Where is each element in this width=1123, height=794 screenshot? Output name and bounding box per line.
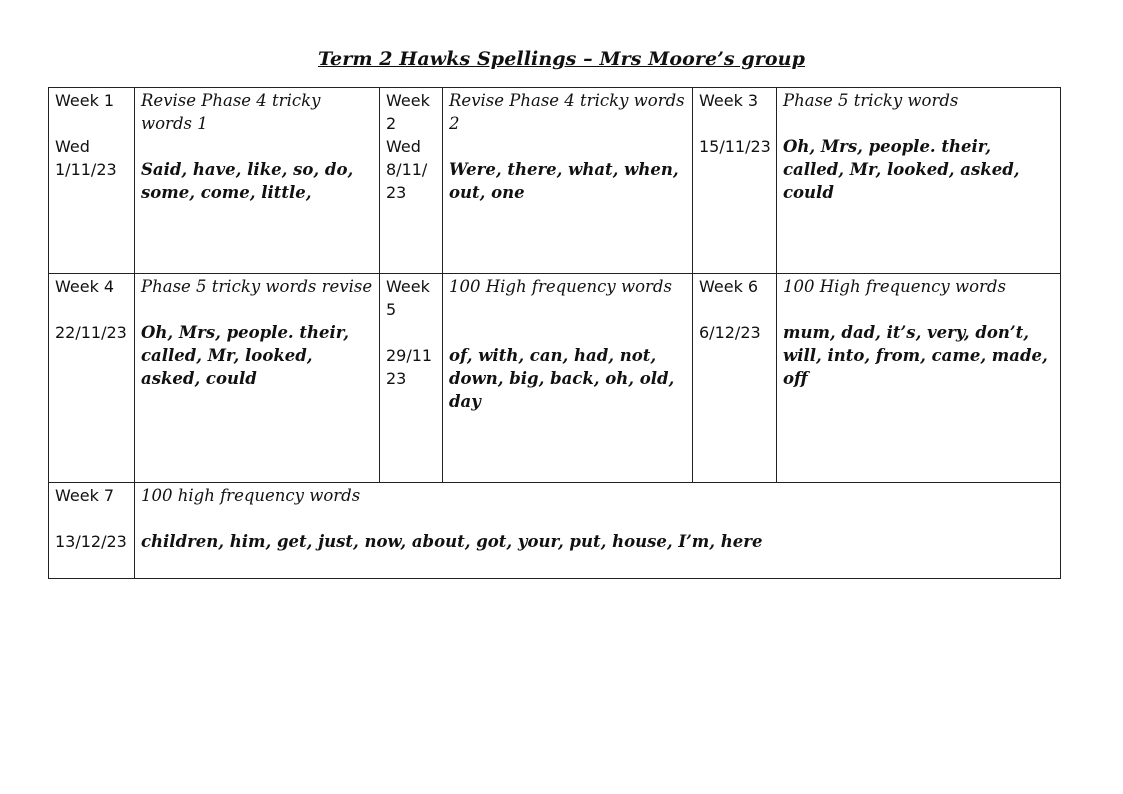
- week-number: 5: [386, 300, 397, 319]
- spellings-table: [48, 87, 1061, 579]
- date-label: 23: [386, 183, 407, 202]
- spelling-words: Said, have, like, so, do, some, come, little,: [141, 160, 354, 202]
- date-label: 15/11/23: [699, 137, 771, 156]
- spelling-words: Oh, Mrs, people. their, called, Mr, looked, asked, could: [141, 323, 350, 388]
- spelling-heading: 100 High frequency words: [783, 277, 1006, 296]
- date-label: Wed: [55, 137, 90, 156]
- week-label: Week 3: [699, 91, 759, 110]
- words-cell: [777, 274, 1061, 483]
- week-label: Week 1: [55, 91, 115, 110]
- words-cell: [135, 483, 1061, 579]
- week-cell: [693, 88, 777, 274]
- week-number: 2: [386, 114, 397, 133]
- week-label: Week 7: [55, 486, 115, 505]
- spelling-heading: Phase 5 tricky words revise: [141, 277, 373, 296]
- date-label: Wed: [386, 137, 421, 156]
- spelling-words: Oh, Mrs, people. their, called, Mr, looked, asked, could: [783, 137, 1020, 202]
- spelling-words: children, him, get, just, now, about, got, your, put, house, I’m, here: [141, 532, 763, 551]
- spelling-heading: Phase 5 tricky words: [783, 91, 959, 110]
- week-label: Week 4: [55, 277, 115, 296]
- week-cell: [49, 88, 135, 274]
- spelling-words: Were, there, what, when, out, one: [449, 160, 679, 202]
- words-cell: [135, 274, 380, 483]
- spelling-heading: 100 high frequency words: [141, 486, 361, 505]
- week-cell: [380, 88, 443, 274]
- week-cell: [693, 274, 777, 483]
- table-row: [49, 88, 1061, 274]
- week-label: Week: [386, 91, 430, 110]
- page-title: Term 2 Hawks Spellings – Mrs Moore’s group: [317, 48, 805, 70]
- spelling-heading: Revise Phase 4 tricky words 1: [141, 91, 321, 133]
- week-label: Week: [386, 277, 430, 296]
- table-row: [49, 483, 1061, 579]
- spelling-words: of, with, can, had, not, down, big, back, oh, old, day: [449, 346, 675, 411]
- week-cell: [49, 483, 135, 579]
- spelling-heading: Revise Phase 4 tricky words 2: [449, 91, 685, 133]
- date-label: 29/11: [386, 346, 433, 365]
- date-label: 22/11/23: [55, 323, 127, 342]
- table-row: [49, 274, 1061, 483]
- spelling-heading: 100 High frequency words: [449, 277, 672, 296]
- words-cell: [443, 274, 693, 483]
- date-label: 8/11/: [386, 160, 428, 179]
- words-cell: [777, 88, 1061, 274]
- words-cell: [135, 88, 380, 274]
- date-label: 1/11/23: [55, 160, 117, 179]
- week-cell: [380, 274, 443, 483]
- date-label: 6/12/23: [699, 323, 761, 342]
- week-label: Week 6: [699, 277, 759, 296]
- date-label: 13/12/23: [55, 532, 127, 551]
- spelling-words: mum, dad, it’s, very, don’t, will, into, from, came, made, off: [783, 323, 1048, 388]
- date-label: 23: [386, 369, 407, 388]
- words-cell: [443, 88, 693, 274]
- week-cell: [49, 274, 135, 483]
